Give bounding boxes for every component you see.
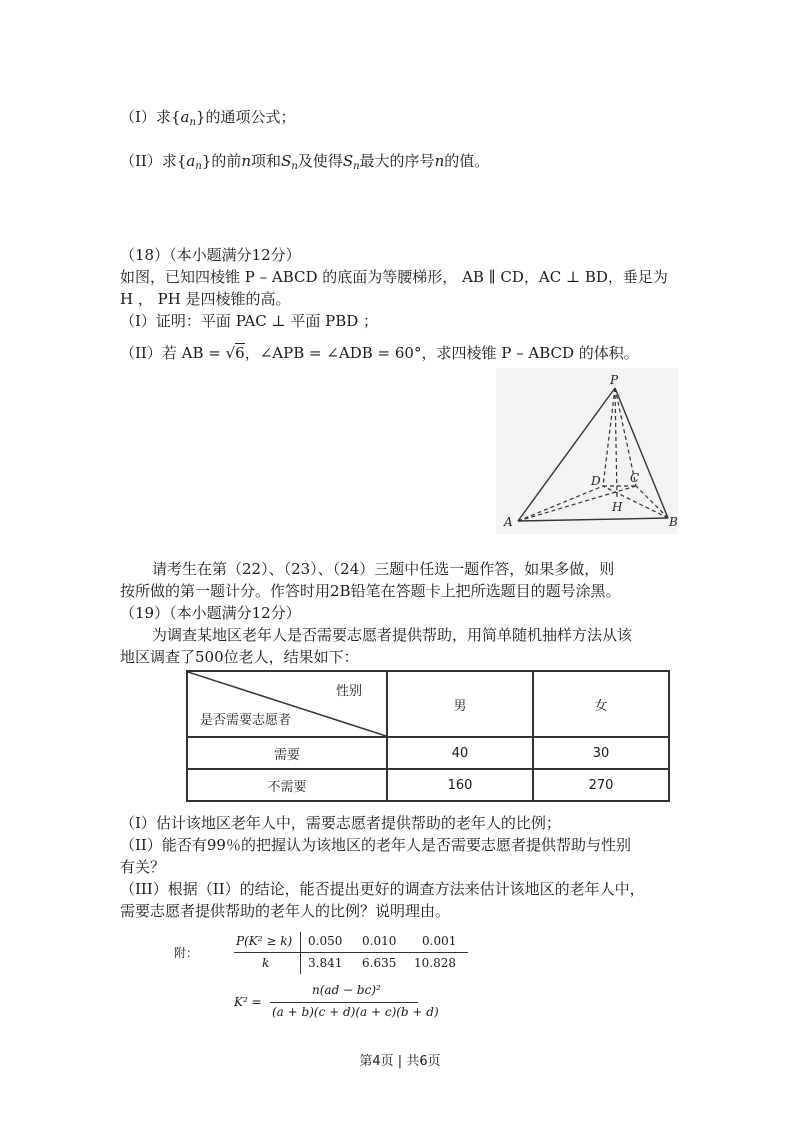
p-value: 0.010 bbox=[362, 934, 397, 948]
q19-line2: 地区调查了500位老人，结果如下： bbox=[120, 648, 359, 666]
formula-numerator: n(ad − bc)² bbox=[312, 983, 381, 997]
k-row-head: k bbox=[262, 956, 270, 970]
q18-line2: H ， PH 是四棱锥的高。 bbox=[120, 290, 291, 308]
p-value: 0.050 bbox=[308, 934, 343, 948]
table-corner-cell bbox=[187, 671, 387, 737]
appendix-label: 附： bbox=[174, 946, 199, 960]
survey-table bbox=[186, 670, 670, 802]
choose-line2: 按所做的第一题计分。作答时用2B铅笔在答题卡上把所选题目的题号涂黑。 bbox=[120, 582, 621, 600]
cell-male: 40 bbox=[387, 737, 533, 769]
q19-sub3a: （III）根据（II）的结论，能否提出更好的调查方法来估计该地区的老年人中， bbox=[120, 880, 645, 898]
page-footer: 第4页 | 共6页 bbox=[359, 1054, 441, 1069]
choose-line1: 请考生在第（22）、（23）、（24）三题中任选一题作答，如果多做，则 bbox=[152, 560, 615, 578]
label-C: C bbox=[630, 471, 640, 485]
corner-top-label: 性别 bbox=[335, 684, 362, 699]
formula-lhs: K² = bbox=[234, 995, 262, 1009]
cell-female: 270 bbox=[533, 769, 669, 801]
pyramid-figure bbox=[496, 368, 678, 534]
appendix-hline bbox=[234, 952, 468, 953]
corner-bottom-label: 是否需要志愿者 bbox=[200, 713, 292, 728]
label-B: B bbox=[669, 515, 678, 529]
q19-sub1: （I）估计该地区老年人中，需要志愿者提供帮助的老年人的比例； bbox=[120, 814, 561, 832]
q19-sub2a: （II）能否有99％的把握认为该地区的老年人是否需要志愿者提供帮助与性别 bbox=[120, 836, 631, 854]
q19-header: （19）（本小题满分12分） bbox=[120, 604, 301, 622]
p-value: 0.001 bbox=[422, 934, 457, 948]
q19-sub3b: 需要志愿者提供帮助的老年人的比例？说明理由。 bbox=[120, 902, 451, 920]
q18-line1: 如图，已知四棱锥 P – ABCD 的底面为等腰梯形， AB ∥ CD，AC ⊥ BD，垂足为 bbox=[120, 268, 668, 286]
q17-part1: （I）求$\{a_n\}$的通项公式； bbox=[120, 108, 296, 128]
row-label: 不需要 bbox=[187, 769, 387, 801]
k-value: 6.635 bbox=[362, 956, 397, 970]
label-P: P bbox=[610, 373, 619, 387]
fraction-bar bbox=[270, 1002, 418, 1003]
q18-header: （18）（本小题满分12分） bbox=[120, 246, 301, 264]
p-row-head: P(K² ≥ k) bbox=[236, 934, 293, 948]
cell-male: 160 bbox=[387, 769, 533, 801]
q19-sub2b: 有关？ bbox=[120, 858, 166, 876]
label-D: D bbox=[591, 474, 601, 488]
q19-line1: 为调查某地区老年人是否需要志愿者提供帮助，用简单随机抽样方法从该 bbox=[152, 626, 633, 644]
sqrt-sign: √ bbox=[225, 344, 236, 362]
q18-line4: （II）若 AB = √6，∠APB = ∠ADB = 60°，求四棱锥 P – ABCD 的体积。 bbox=[120, 344, 639, 362]
table-header-male: 男 bbox=[387, 671, 533, 737]
cell-female: 30 bbox=[533, 737, 669, 769]
formula-denominator: (a + b)(c + d)(a + c)(b + d) bbox=[272, 1005, 439, 1019]
row-label: 需要 bbox=[187, 737, 387, 769]
label-A: A bbox=[504, 515, 513, 529]
appendix-vline bbox=[300, 932, 301, 974]
table-row bbox=[187, 737, 669, 769]
label-H: H bbox=[612, 500, 623, 514]
table-row bbox=[187, 769, 669, 801]
q18-line3: （I）证明：平面 PAC ⊥ 平面 PBD ； bbox=[120, 312, 379, 330]
k-value: 3.841 bbox=[308, 956, 343, 970]
k-value: 10.828 bbox=[414, 956, 456, 970]
table-header-female: 女 bbox=[533, 671, 669, 737]
q17-part2: （II）求$\{a_n\}$的前n项和$S_n$及使得$S_n$最大的序号n的值。 bbox=[120, 152, 490, 172]
